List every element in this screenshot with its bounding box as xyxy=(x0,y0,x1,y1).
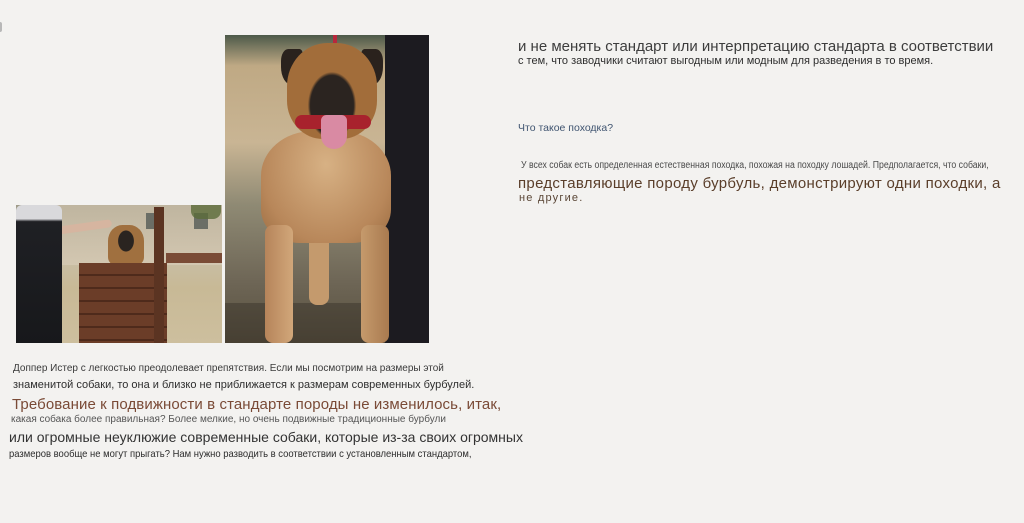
caption-line: какая собака более правильная? Более мелкие, но очень подвижные традиционные бурбули xyxy=(11,414,446,425)
rail xyxy=(166,253,222,263)
caption-line: размеров вообще не могут прыгать? Нам нужно разводить в соответствии с установленным стандартом, xyxy=(9,448,472,460)
dog-tongue xyxy=(321,115,347,149)
paragraph-line: У всех собак есть определенная естественная походка, похожая на походку лошадей. Предполагается, что собаки, xyxy=(521,160,989,171)
dog-jumping-photo xyxy=(16,205,222,343)
edge-marker xyxy=(0,22,2,32)
section-heading: Что такое походка? xyxy=(518,122,614,134)
caption-line: знаменитой собаки, то она и близко не приближается к размерам современных бурбулей. xyxy=(13,379,475,391)
caption-line: или огромные неуклюжие современные собаки, которые из-за своих огромных xyxy=(9,429,523,445)
body-text-line: и не менять стандарт или интерпретацию стандарта в соответствии xyxy=(518,38,994,55)
dog-leg xyxy=(361,225,389,343)
boerboel-photo xyxy=(225,35,429,343)
caption-line: Доппер Истер с легкостью преодолевает препятствия. Если мы посмотрим на размеры этой xyxy=(13,363,444,374)
hurdle-post xyxy=(154,207,164,343)
dog xyxy=(108,225,144,265)
dog-leg xyxy=(265,225,293,343)
tree xyxy=(191,205,221,219)
paragraph-line: не другие. xyxy=(519,192,584,204)
paragraph-line: представляющие породу бурбуль, демонстрируют одни походки, а xyxy=(518,175,1001,192)
body-text-line: с тем, что заводчики считают выгодным или модным для разведения в то время. xyxy=(518,55,934,67)
handler xyxy=(16,205,62,343)
dog-leg xyxy=(309,235,329,305)
handler-legs xyxy=(385,35,429,343)
caption-line-emphasis: Требование к подвижности в стандарте породы не изменилось, итак, xyxy=(12,396,502,413)
